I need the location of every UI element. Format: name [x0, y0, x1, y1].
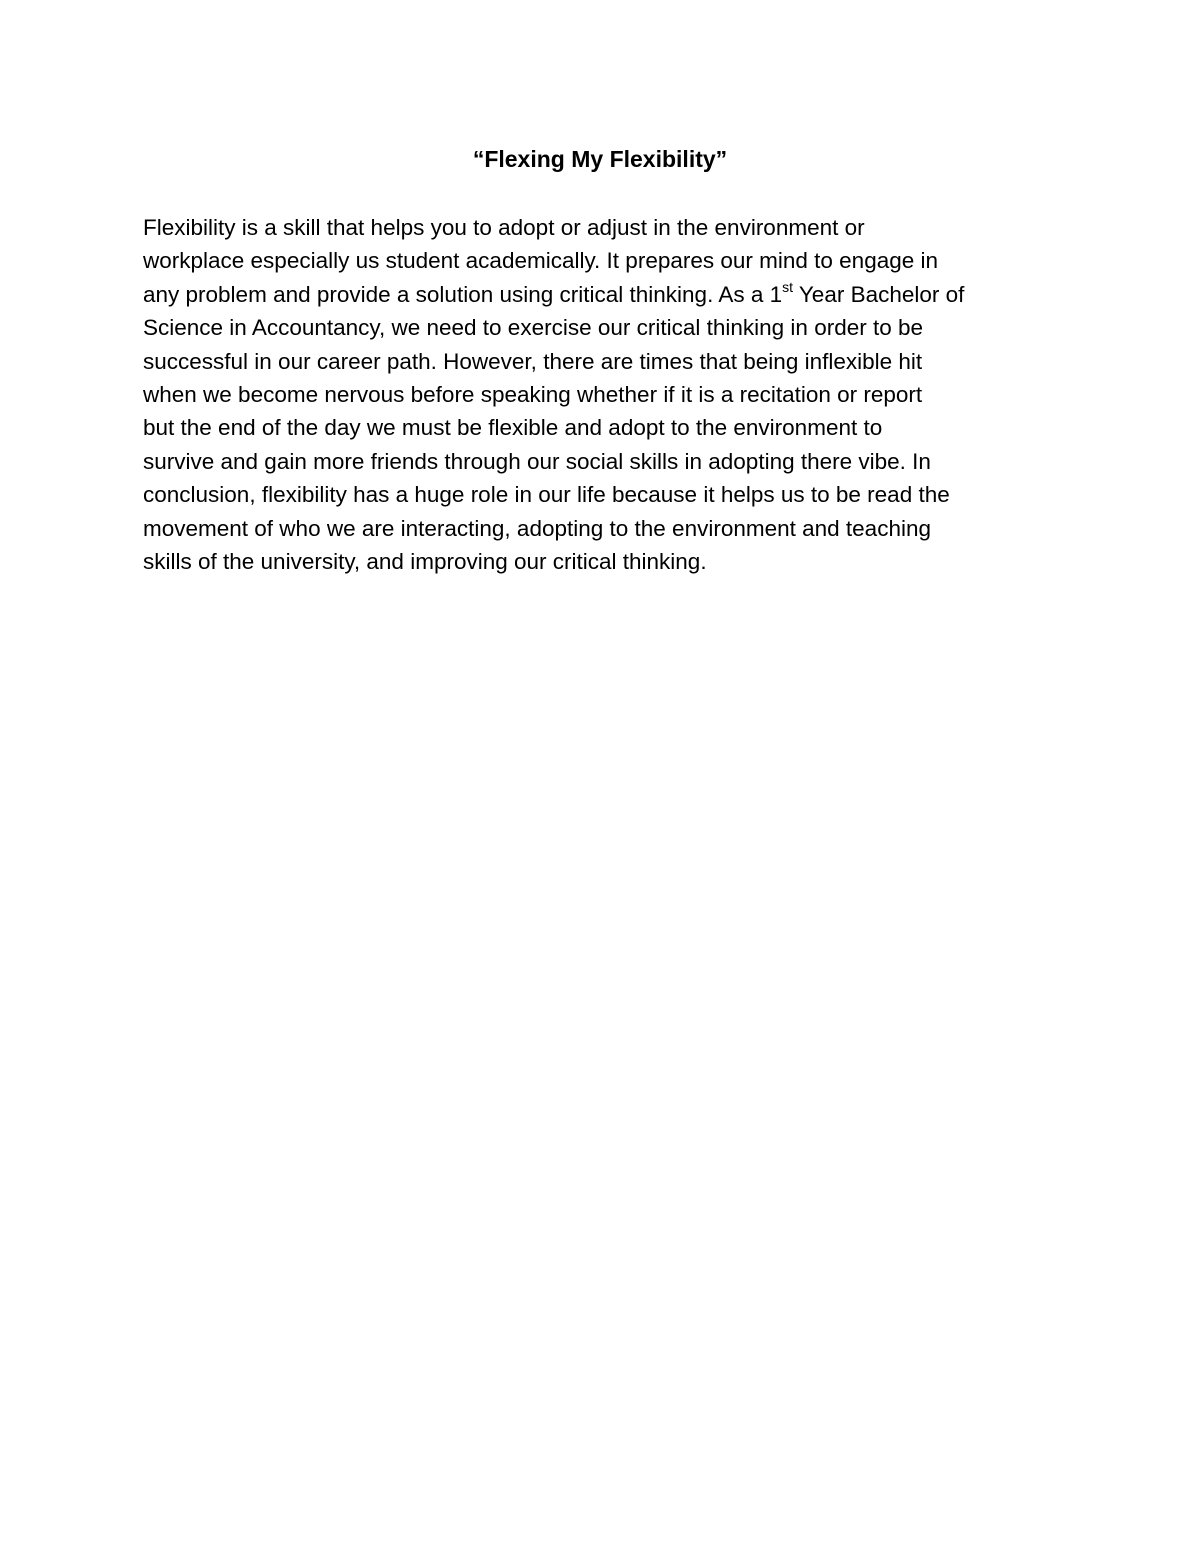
paragraph-line-tail: Year Bachelor of	[793, 281, 965, 307]
paragraph-line: movement of who we are interacting, adopting to the environment and teaching	[143, 515, 931, 541]
ordinal-superscript: st	[782, 279, 794, 296]
paragraph-line: workplace especially us student academically. It prepares our mind to engage in	[143, 248, 939, 274]
document-title: “Flexing My Flexibility”	[472, 146, 728, 172]
paragraph-line: skills of the university, and improving our critical thinking.	[143, 548, 707, 574]
paragraph-line: Science in Accountancy, we need to exercise our critical thinking in order to be	[143, 315, 924, 341]
paragraph-line: conclusion, flexibility has a huge role in our life because it helps us to be read the	[143, 482, 950, 508]
body-paragraph	[143, 211, 1083, 578]
paragraph-line-text: any problem and provide a solution using critical thinking. As a 1	[143, 281, 783, 307]
paragraph-line	[143, 278, 1083, 311]
paragraph-line: Flexibility is a skill that helps you to adopt or adjust in the environment or	[143, 215, 865, 240]
paragraph-line: survive and gain more friends through our social skills in adopting there vibe. In	[143, 448, 931, 474]
paragraph-line: but the end of the day we must be flexible and adopt to the environment to	[143, 415, 883, 441]
paragraph-line: when we become nervous before speaking whether if it is a recitation or report	[143, 381, 923, 407]
paragraph-line: successful in our career path. However, there are times that being inflexible hit	[143, 348, 923, 374]
